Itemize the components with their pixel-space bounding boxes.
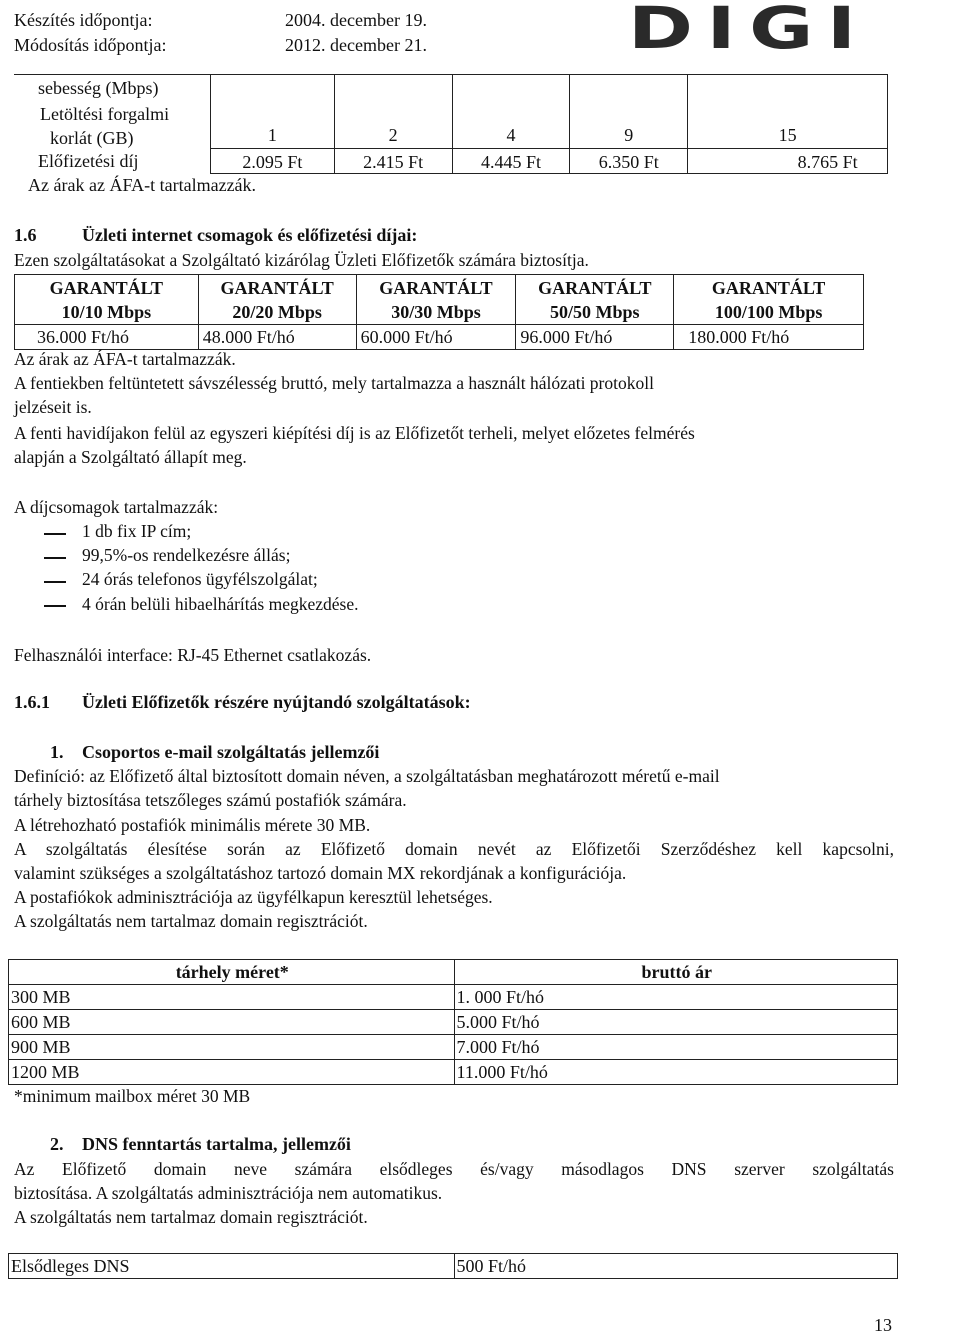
fee-cell: 2.095 Ft	[211, 149, 335, 174]
package-item: 24 órás telefonos ügyfélszolgálat;	[82, 569, 318, 589]
size-cell: 600 MB	[9, 1010, 455, 1035]
col-header-size: tárhely méret*	[9, 960, 455, 985]
business-packages-table	[14, 274, 864, 350]
mailbox-price-table	[8, 959, 898, 1085]
limit-cell: 1	[211, 75, 335, 149]
size-cell: 900 MB	[9, 1035, 455, 1060]
package-header: GARANTÁLT 100/100 Mbps	[674, 275, 864, 325]
vat-note: Az árak az ÁFA-t tartalmazzák.	[28, 175, 257, 195]
fee-cell: 2.415 Ft	[334, 149, 452, 174]
limit-label: Letöltési forgalmi	[40, 104, 170, 124]
price-cell: 7.000 Ft/hó	[454, 1035, 898, 1060]
section-intro: Ezen szolgáltatásokat a Szolgáltató kizárólag Üzleti Előfizetők számára biztosítja.	[14, 250, 589, 270]
dns-price-cell: 500 Ft/hó	[454, 1254, 897, 1279]
modified-label: Módosítás időpontja:	[14, 35, 167, 55]
dash-bullet	[44, 533, 66, 535]
created-value: 2004. december 19.	[285, 10, 427, 30]
fee-paragraph: alapján a Szolgáltató állapít meg.	[14, 447, 247, 467]
size-cell: 1200 MB	[9, 1060, 455, 1085]
volume-table	[210, 74, 888, 174]
dash-bullet	[44, 605, 66, 607]
subsection-title: Üzleti Előfizetők részére nyújtandó szolgáltatások:	[82, 692, 471, 712]
email-activation: valamint szükséges a szolgáltatáshoz tartozó domain MX rekordjának a konfigurációja.	[14, 863, 627, 883]
package-price: 36.000 Ft/hó	[15, 325, 199, 350]
section-number: 1.6	[14, 225, 37, 245]
price-cell: 5.000 Ft/hó	[454, 1010, 898, 1035]
package-item: 99,5%-os rendelkezésre állás;	[82, 545, 291, 565]
email-activation: A szolgáltatás élesítése során az Előfizető domain nevét az Előfizetői Szerződéshez kell kapcsolni,	[14, 839, 894, 859]
fee-label: Előfizetési díj	[38, 151, 139, 171]
package-price: 96.000 Ft/hó	[516, 325, 674, 350]
bandwidth-paragraph: jelzéseit is.	[14, 397, 92, 417]
dns-description: Az Előfizető domain neve számára elsődleges és/vagy másodlagos DNS szerver szolgáltatás	[14, 1159, 894, 1179]
limit-cell: 2	[334, 75, 452, 149]
mailbox-footnote: *minimum mailbox méret 30 MB	[14, 1086, 251, 1106]
email-definition: Definíció: az Előfizető által biztosított domain néven, a szolgáltatásban meghatározott méretű e-mail	[14, 766, 720, 786]
limit-cell: 15	[688, 75, 888, 149]
fee-cell: 4.445 Ft	[452, 149, 570, 174]
email-min-size: A létrehozható postafiók minimális mérete 30 MB.	[14, 815, 371, 835]
col-header-price: bruttó ár	[454, 960, 898, 985]
digi-logo: DIGI	[628, 0, 870, 62]
package-header: GARANTÁLT 20/20 Mbps	[198, 275, 356, 325]
fee-cell: 6.350 Ft	[570, 149, 688, 174]
email-no-domain: A szolgáltatás nem tartalmaz domain regisztrációt.	[14, 911, 368, 931]
dns-price-table	[8, 1253, 898, 1279]
limit-cell: 4	[452, 75, 570, 149]
bandwidth-paragraph: A fentiekben feltüntetett sávszélesség bruttó, mely tartalmazza a használt hálózati protokoll	[14, 373, 654, 393]
speed-label: sebesség (Mbps)	[38, 78, 159, 98]
section-title: Üzleti internet csomagok és előfizetési díjai:	[82, 225, 418, 245]
email-admin: A postafiókok adminisztrációja az ügyfélkapun keresztül lehetséges.	[14, 887, 493, 907]
page-number: 13	[874, 1315, 892, 1335]
package-header: GARANTÁLT 30/30 Mbps	[356, 275, 516, 325]
dns-description: biztosítása. A szolgáltatás adminisztrációja nem automatikus.	[14, 1183, 443, 1203]
package-item: 1 db fix IP cím;	[82, 521, 192, 541]
package-price: 60.000 Ft/hó	[356, 325, 516, 350]
email-definition: tárhely biztosítása tetszőleges számú postafiók számára.	[14, 790, 407, 810]
fee-paragraph: A fenti havidíjakon felül az egyszeri kiépítési díj is az Előfizetőt terheli, melyet előzetes felmérés	[14, 423, 695, 443]
dns-title: DNS fenntartás tartalma, jellemzői	[82, 1134, 351, 1154]
price-cell: 1. 000 Ft/hó	[454, 985, 898, 1010]
limit-label: korlát (GB)	[50, 128, 134, 148]
email-title: Csoportos e-mail szolgáltatás jellemzői	[82, 742, 380, 762]
subsection-number: 1.6.1	[14, 692, 50, 712]
packages-intro: A díjcsomagok tartalmazzák:	[14, 497, 219, 517]
package-header: GARANTÁLT 50/50 Mbps	[516, 275, 674, 325]
package-header: GARANTÁLT 10/10 Mbps	[15, 275, 199, 325]
price-cell: 11.000 Ft/hó	[454, 1060, 898, 1085]
package-price: 48.000 Ft/hó	[198, 325, 356, 350]
dns-number: 2.	[50, 1134, 64, 1154]
interface-text: Felhasználói interface: RJ-45 Ethernet csatlakozás.	[14, 645, 372, 665]
limit-cell: 9	[570, 75, 688, 149]
dash-bullet	[44, 581, 66, 583]
email-number: 1.	[50, 742, 64, 762]
size-cell: 300 MB	[9, 985, 455, 1010]
dns-no-domain: A szolgáltatás nem tartalmaz domain regisztrációt.	[14, 1207, 368, 1227]
dash-bullet	[44, 557, 66, 559]
created-label: Készítés időpontja:	[14, 10, 153, 30]
fee-cell: 8.765 Ft	[688, 149, 888, 174]
package-price: 180.000 Ft/hó	[674, 325, 864, 350]
modified-value: 2012. december 21.	[285, 35, 427, 55]
dns-label-cell: Elsődleges DNS	[9, 1254, 455, 1279]
package-item: 4 órán belüli hibaelhárítás megkezdése.	[82, 594, 359, 614]
vat-note: Az árak az ÁFA-t tartalmazzák.	[14, 349, 236, 369]
